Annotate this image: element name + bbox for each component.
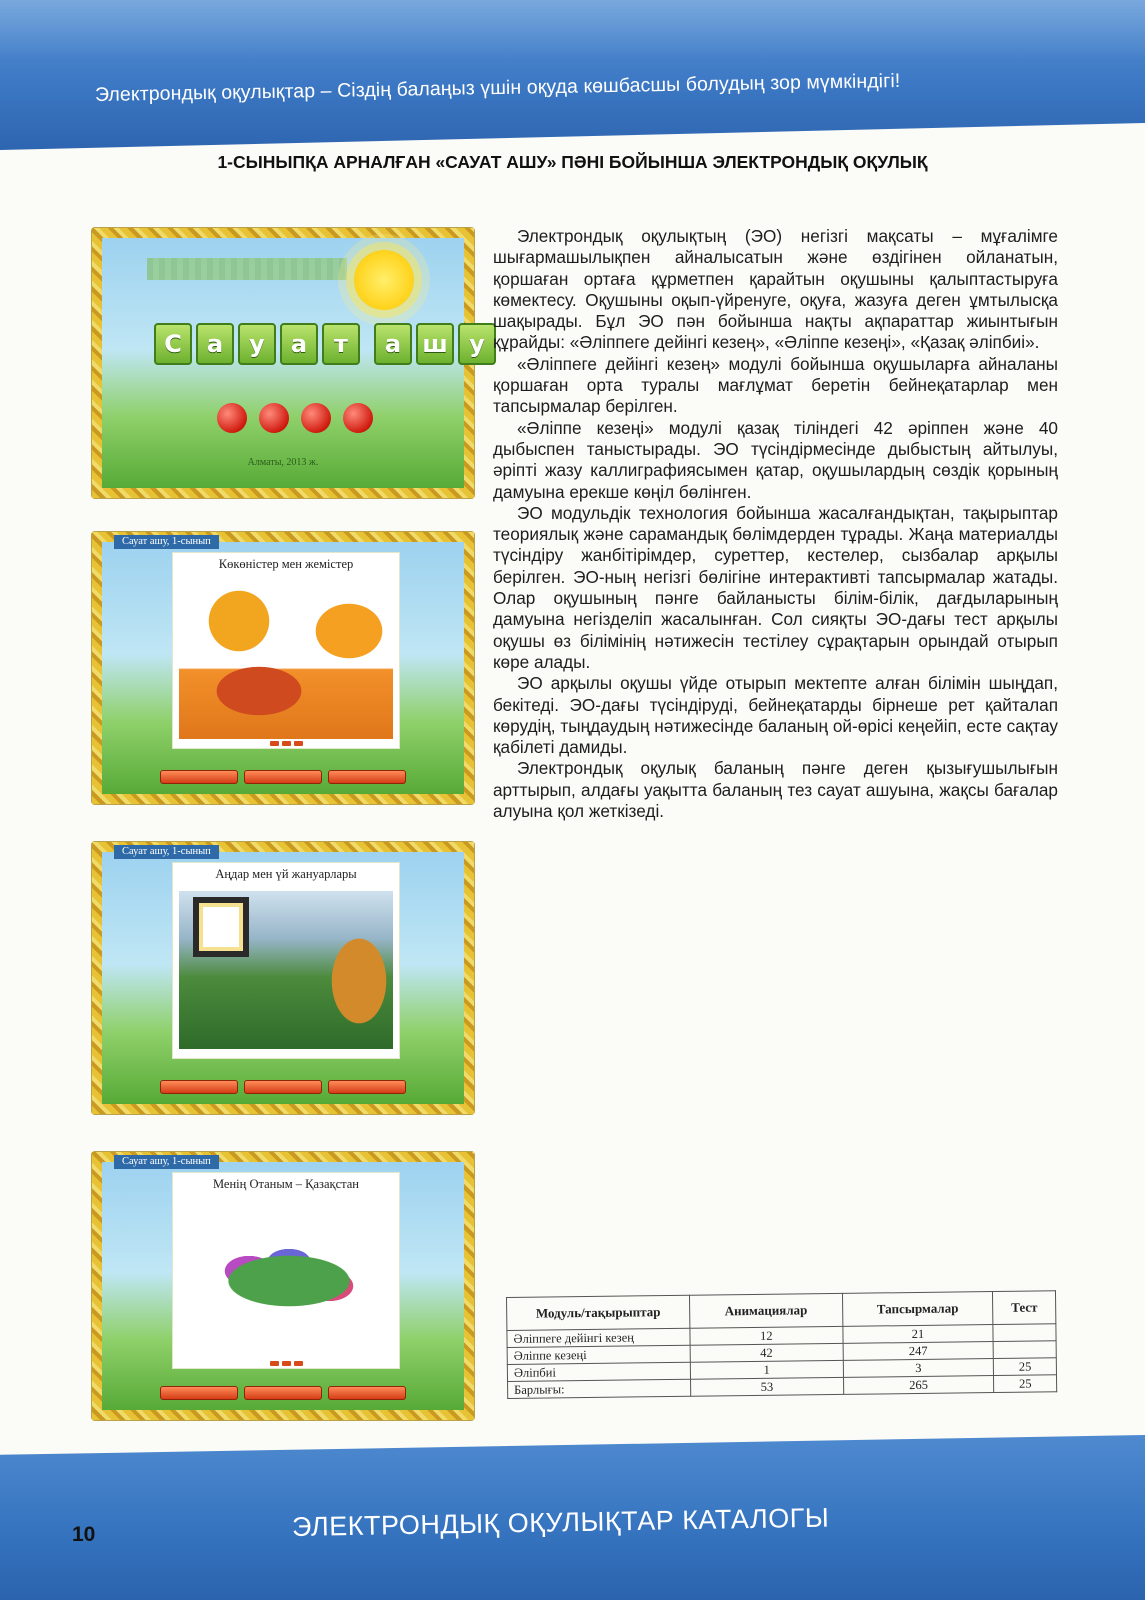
table-cell: 1 xyxy=(690,1360,843,1379)
table-cell: 42 xyxy=(690,1343,843,1362)
mini-button[interactable] xyxy=(294,741,303,746)
paragraph: «Әліппеге дейінгі кезең» модулі бойынша оқушыларға айналаны қоршаған орта туралы мағлұмат беретін бейнеқатарлар мен тапсырмалар берілген. xyxy=(493,353,1058,417)
table-cell: Әліппеге дейінгі кезең xyxy=(507,1328,690,1347)
body-text xyxy=(493,226,1058,822)
menu-button-2[interactable] xyxy=(259,403,289,433)
screenshot-title-screen xyxy=(92,228,485,498)
table-header: Модуль/тақырыптар xyxy=(507,1295,690,1330)
mini-button[interactable] xyxy=(282,1361,291,1366)
kazakhstan-map-illustration xyxy=(179,1201,393,1359)
table-cell: Барлығы: xyxy=(508,1379,691,1398)
table-cell: 3 xyxy=(843,1359,994,1378)
nav-button[interactable] xyxy=(244,1080,322,1094)
letter-block: т xyxy=(322,323,360,365)
nav-buttons xyxy=(160,770,406,784)
menu-button-4[interactable] xyxy=(343,403,373,433)
content-panel xyxy=(172,862,400,1059)
paragraph: ЭО модульдік технология бойынша жасалғандықтан, тақырыптар теориялық және сарамандық бөлімдерден тұрады. Жаңа материалды түсіндіру жанбітірімдер, суреттер, кестелер, сызбалар арқылы берілген. ЭО-ның негізгі бөлігіне интерактивті тапсырмалар жатады. Олар оқушының пәнге байланысты білім-білік, дағдыларының дамуына негізделіп жасалынған. Сол сияқты ЭО-дағы тест арқылы оқушы өз білімінің нәтижесін тестілеу сұрақтарын орындай отырып көре алады. xyxy=(493,502,1058,672)
nav-button[interactable] xyxy=(244,770,322,784)
screenshot-tab: Сауат ашу, 1-сынып xyxy=(114,1155,219,1169)
paragraph: Электрондық оқулық баланың пәнге деген қызығушылығын арттырып, алдағы уақытта баланың тез сауат ашуына, жақсы бағалар алуына қол жеткізеді. xyxy=(493,758,1058,822)
table-cell xyxy=(993,1341,1056,1359)
vegetables-illustration xyxy=(179,581,393,739)
letter-block: С xyxy=(154,323,192,365)
paragraph: «Әліппе кезеңі» модулі қазақ тіліндегі 42 әріппен және 40 дыбыспен таныстырады. ЭО түсіндірмесінде дыбыстың айтылуы, әріпті жазу каллиграфиясымен қатар, оқушылардың сөздік қорының дамуына ерекше көңіл бөлінген. xyxy=(493,417,1058,502)
table-cell: 25 xyxy=(994,1358,1057,1376)
letter-block: а xyxy=(196,323,234,365)
nav-buttons xyxy=(160,1386,406,1400)
table-cell: 265 xyxy=(843,1376,994,1395)
table-cell: Әліппе кезеңі xyxy=(507,1345,690,1364)
table-cell: Әліпбиі xyxy=(507,1362,690,1381)
letter-block: у xyxy=(458,323,496,365)
nav-button[interactable] xyxy=(160,770,238,784)
menu-button-1[interactable] xyxy=(217,403,247,433)
table-header: Тапсырмалар xyxy=(842,1292,993,1327)
table-cell: 21 xyxy=(842,1325,993,1344)
page-heading: 1-СЫНЫПҚА АРНАЛҒАН «САУАТ АШУ» ПӘНІ БОЙЫНША ЭЛЕКТРОНДЫҚ ОҚУЛЫҚ xyxy=(217,152,928,172)
letter-block: ш xyxy=(416,323,454,365)
nav-button[interactable] xyxy=(328,1386,406,1400)
screenshot-tab: Сауат ашу, 1-сынып xyxy=(114,535,219,549)
letter-block: а xyxy=(280,323,318,365)
footer-title: ЭЛЕКТРОНДЫҚ ОҚУЛЫҚТАР КАТАЛОГЫ xyxy=(291,1502,830,1542)
letter-block: а xyxy=(374,323,412,365)
screenshot-footer: Алматы, 2013 ж. xyxy=(247,457,319,468)
table-cell: 25 xyxy=(994,1375,1057,1393)
sun-icon xyxy=(354,250,414,310)
content-panel xyxy=(172,552,400,749)
nav-button[interactable] xyxy=(328,770,406,784)
panel-title: Көкөністер мен жемістер xyxy=(218,557,354,571)
paragraph: ЭО арқылы оқушы үйде отырып мектепте алған білімін шыңдап, бекітеді. ЭО-дағы түсіндіруді, бейнеқатарды бірнеше рет қайталап көрудің, тыңдаудың нәтижесінде баланың ой-өрісі кеңейіп, есте сақтау қабілеті дамиды. xyxy=(493,673,1058,758)
letter-block: у xyxy=(238,323,276,365)
screenshot-map xyxy=(92,1152,474,1420)
menu-buttons xyxy=(217,403,373,433)
table-cell: 12 xyxy=(690,1326,843,1345)
paragraph: Электрондық оқулықтың (ЭО) негізгі мақсаты – мұғалімге шығармашылықпен айналысатын және өздігінен ойланатын, қоршаған ортаға құрметпен қарайтын оқушыны қалыптастыруға көмектесу. Оқушыны оқып-үйренуге, оқуға, жазуға деген ұмтылысқа шақырады. Бұл ЭО пән бойынша нақты ақпараттар жиынтығын құрайды: «Әліппеге дейінгі кезең», «Әліппе кезеңі», «Қазақ әліпбиі». xyxy=(493,226,1058,353)
screenshot-animals xyxy=(92,842,474,1114)
mini-controls xyxy=(173,741,399,746)
title-strip xyxy=(147,258,347,280)
title-blocks xyxy=(154,323,496,365)
video-frame-icon[interactable] xyxy=(193,897,249,957)
nav-button[interactable] xyxy=(160,1386,238,1400)
mini-button[interactable] xyxy=(282,741,291,746)
content-panel xyxy=(172,1172,400,1369)
header-tagline: Электрондық оқулықтар – Сіздің балаңыз үшін оқуда көшбасшы болудың зор мүмкіндігі! xyxy=(94,69,901,106)
nav-button[interactable] xyxy=(244,1386,322,1400)
panel-title: Менің Отаным – Қазақстан xyxy=(212,1177,359,1191)
screenshot-tab: Сауат ашу, 1-сынып xyxy=(114,845,219,859)
nav-button[interactable] xyxy=(328,1080,406,1094)
menu-button-3[interactable] xyxy=(301,403,331,433)
table-header: Анимациялар xyxy=(689,1293,842,1328)
animals-illustration xyxy=(179,891,393,1049)
screenshot-vegetables xyxy=(92,532,474,804)
mini-button[interactable] xyxy=(270,741,279,746)
mini-button[interactable] xyxy=(270,1361,279,1366)
table-cell xyxy=(993,1324,1056,1342)
table-cell: 247 xyxy=(843,1342,994,1361)
nav-buttons xyxy=(160,1080,406,1094)
modules-table xyxy=(506,1290,1057,1399)
mini-controls xyxy=(173,1361,399,1366)
nav-button[interactable] xyxy=(160,1080,238,1094)
panel-title: Аңдар мен үй жануарлары xyxy=(215,867,357,881)
table-cell: 53 xyxy=(691,1377,844,1396)
mini-button[interactable] xyxy=(294,1361,303,1366)
page-number: 10 xyxy=(72,1523,96,1546)
table-header: Тест xyxy=(993,1291,1056,1325)
